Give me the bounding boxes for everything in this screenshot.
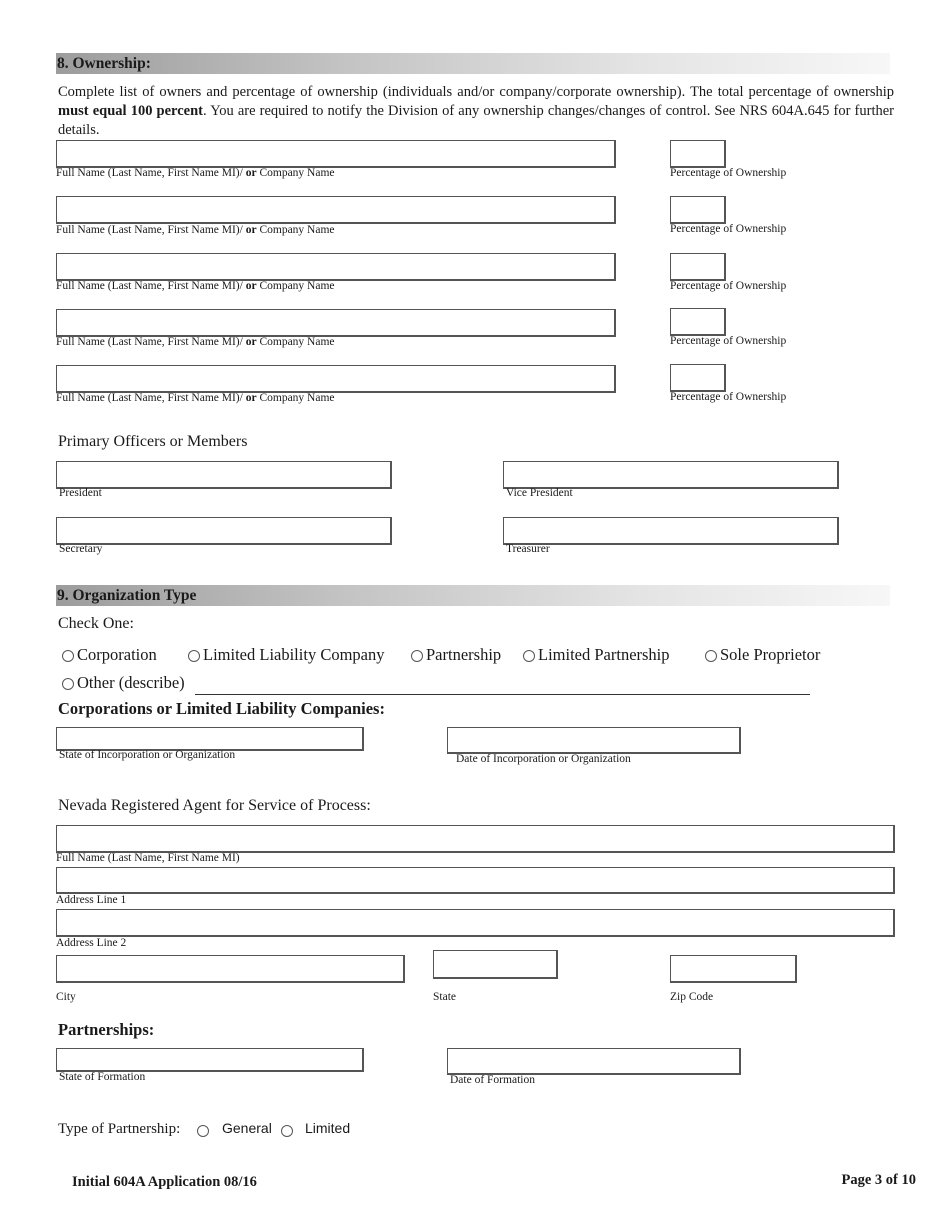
owner-percentage-input-5[interactable] bbox=[670, 364, 726, 392]
owner-name-label-1: Full Name (Last Name, First Name MI)/ or Company Name bbox=[56, 167, 335, 179]
corporation-radio[interactable] bbox=[62, 650, 74, 662]
llc-label: Limited Liability Company bbox=[203, 645, 385, 664]
owner-name-label-2: Full Name (Last Name, First Name MI)/ or Company Name bbox=[56, 224, 335, 236]
agent-address-line-1-label: Address Line 1 bbox=[56, 894, 127, 906]
agent-state-label: State bbox=[433, 991, 456, 1003]
agent-city-label: City bbox=[56, 991, 76, 1003]
limited-partnership-type-label: Limited bbox=[305, 1120, 351, 1136]
owner-percentage-input-3[interactable] bbox=[670, 253, 726, 281]
state-of-incorporation-label: State of Incorporation or Organization bbox=[59, 749, 236, 761]
officers-heading: Primary Officers or Members bbox=[58, 433, 248, 450]
state-of-incorporation-input[interactable] bbox=[56, 727, 364, 751]
partnership-radio[interactable] bbox=[411, 650, 423, 662]
general-partnership-radio[interactable] bbox=[197, 1125, 209, 1137]
agent-address-line-1-input[interactable] bbox=[56, 867, 895, 894]
date-of-formation-label: Date of Formation bbox=[450, 1074, 535, 1086]
llc-radio[interactable] bbox=[188, 650, 200, 662]
footer-page-number: Page 3 of 10 bbox=[841, 1172, 916, 1188]
partnership-type-label: Type of Partnership: bbox=[58, 1121, 181, 1137]
date-of-formation-input[interactable] bbox=[447, 1048, 741, 1075]
organization-type-section-title: 9. Organization Type bbox=[56, 585, 890, 606]
owner-percentage-input-1[interactable] bbox=[670, 140, 726, 168]
general-partnership-label: General bbox=[222, 1120, 272, 1136]
check-one-label: Check One: bbox=[58, 615, 134, 632]
corporation-label: Corporation bbox=[77, 645, 157, 664]
sole-proprietor-radio[interactable] bbox=[705, 650, 717, 662]
owner-percentage-label-2: Percentage of Ownership bbox=[670, 223, 787, 235]
corporations-heading: Corporations or Limited Liability Companies: bbox=[58, 699, 385, 718]
state-of-formation-input[interactable] bbox=[56, 1048, 364, 1072]
agent-address-line-2-input[interactable] bbox=[56, 909, 895, 937]
owner-percentage-label-4: Percentage of Ownership bbox=[670, 335, 787, 347]
treasurer-label: Treasurer bbox=[506, 543, 550, 555]
agent-state-input[interactable] bbox=[433, 950, 558, 979]
footer-form-id: Initial 604A Application 08/16 bbox=[72, 1174, 257, 1190]
limited-partnership-type-radio[interactable] bbox=[281, 1125, 293, 1137]
state-of-formation-label: State of Formation bbox=[59, 1071, 146, 1083]
agent-zip-code-label: Zip Code bbox=[670, 991, 714, 1003]
vice-president-input[interactable] bbox=[503, 461, 839, 489]
partnerships-heading: Partnerships: bbox=[58, 1020, 155, 1039]
agent-full-name-input[interactable] bbox=[56, 825, 895, 853]
owner-percentage-label-5: Percentage of Ownership bbox=[670, 391, 787, 403]
president-label: President bbox=[59, 487, 102, 499]
owner-percentage-input-4[interactable] bbox=[670, 308, 726, 336]
agent-address-line-2-label: Address Line 2 bbox=[56, 937, 127, 949]
registered-agent-heading: Nevada Registered Agent for Service of Process: bbox=[58, 797, 371, 814]
agent-zip-code-input[interactable] bbox=[670, 955, 797, 983]
treasurer-input[interactable] bbox=[503, 517, 839, 545]
president-input[interactable] bbox=[56, 461, 392, 489]
ownership-instructions: Complete list of owners and percentage of ownership (individuals and/or company/corporate ownership). The total percentage of ownership must equal 100 percent. You are required to notify the Division of any ownership changes/changes of control. See NRS 604A.645 for further details. bbox=[58, 84, 894, 138]
date-of-incorporation-input[interactable] bbox=[447, 727, 741, 754]
owner-name-label-5: Full Name (Last Name, First Name MI)/ or Company Name bbox=[56, 392, 335, 404]
owner-name-label-4: Full Name (Last Name, First Name MI)/ or Company Name bbox=[56, 336, 335, 348]
owner-percentage-input-2[interactable] bbox=[670, 196, 726, 224]
owner-percentage-label-1: Percentage of Ownership bbox=[670, 167, 787, 179]
limited-partnership-radio[interactable] bbox=[523, 650, 535, 662]
ownership-section-title: 8. Ownership: bbox=[56, 53, 890, 74]
secretary-input[interactable] bbox=[56, 517, 392, 545]
owner-name-label-3: Full Name (Last Name, First Name MI)/ or Company Name bbox=[56, 280, 335, 292]
agent-city-input[interactable] bbox=[56, 955, 405, 983]
date-of-incorporation-label: Date of Incorporation or Organization bbox=[456, 753, 631, 765]
owner-name-input-2[interactable] bbox=[56, 196, 616, 224]
other-label: Other (describe) bbox=[77, 673, 185, 692]
other-radio[interactable] bbox=[62, 678, 74, 690]
owner-name-input-5[interactable] bbox=[56, 365, 616, 393]
owner-name-input-4[interactable] bbox=[56, 309, 616, 337]
owner-name-input-1[interactable] bbox=[56, 140, 616, 168]
other-describe-line[interactable] bbox=[195, 694, 810, 695]
agent-full-name-label: Full Name (Last Name, First Name MI) bbox=[56, 852, 240, 864]
vice-president-label: Vice President bbox=[506, 487, 573, 499]
secretary-label: Secretary bbox=[59, 543, 103, 555]
sole-proprietor-label: Sole Proprietor bbox=[720, 645, 821, 664]
limited-partnership-label: Limited Partnership bbox=[538, 645, 670, 664]
owner-name-input-3[interactable] bbox=[56, 253, 616, 281]
owner-percentage-label-3: Percentage of Ownership bbox=[670, 280, 787, 292]
partnership-label: Partnership bbox=[426, 645, 502, 664]
